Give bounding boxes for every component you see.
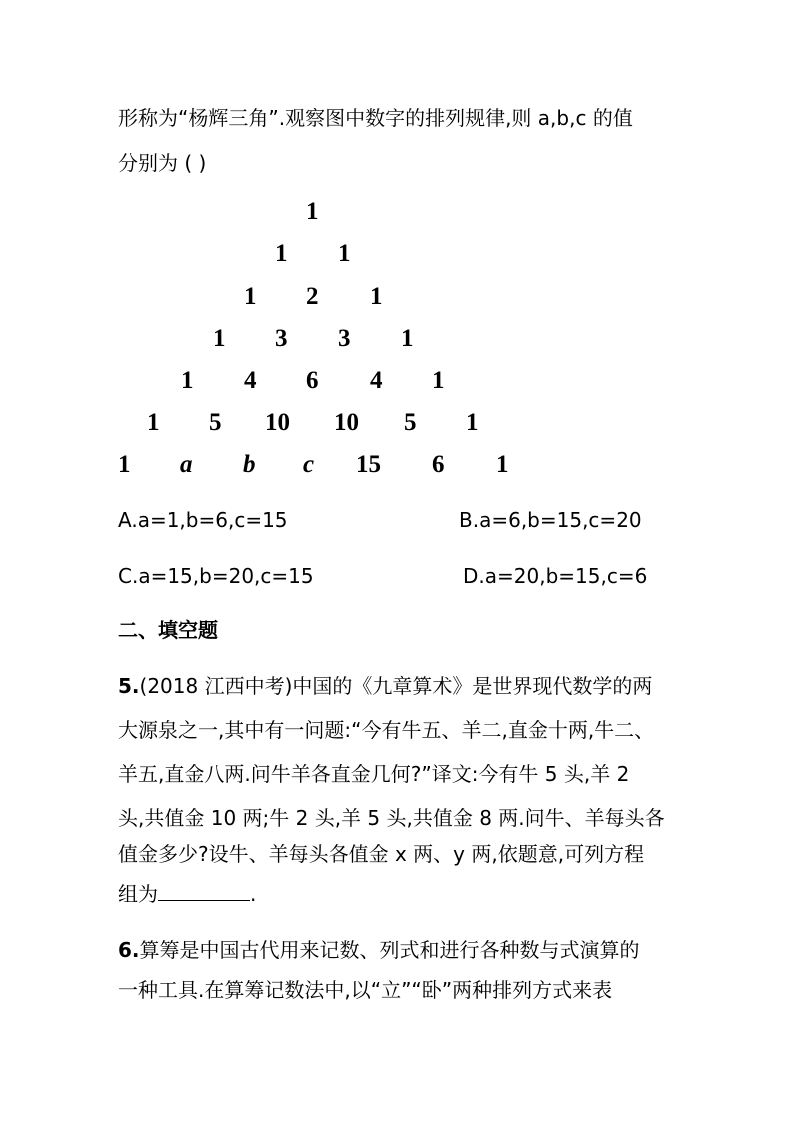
section-heading: 二、填空题 xyxy=(118,618,218,642)
question5-line5: 值金多少?设牛、羊每头各值金 x 两、y 两,依题意,可列方程 xyxy=(118,842,645,866)
triangle-cell: 1 xyxy=(401,325,414,352)
triangle-cell: 1 xyxy=(275,240,288,267)
triangle-cell: 1 xyxy=(181,367,194,394)
triangle-cell: 15 xyxy=(356,451,381,478)
question4-line2: 分别为 ( ) xyxy=(118,151,207,175)
option-b: B.a=6,b=15,c=20 xyxy=(459,508,642,532)
triangle-cell: 1 xyxy=(338,240,351,267)
question6-number: 6. xyxy=(118,938,140,962)
triangle-cell: 5 xyxy=(209,409,222,436)
triangle-cell: 4 xyxy=(370,367,383,394)
triangle-cell: 1 xyxy=(244,283,257,310)
triangle-cell: 1 xyxy=(306,198,319,225)
triangle-cell: 1 xyxy=(118,451,131,478)
question5-line2: 大源泉之一,其中有一问题:“今有牛五、羊二,直金十两,牛二、 xyxy=(118,718,655,742)
triangle-cell-a: a xyxy=(180,451,193,478)
triangle-cell: 10 xyxy=(334,409,359,436)
question5-number: 5. xyxy=(118,674,140,698)
question6-line1 xyxy=(118,938,640,962)
answer-blank[interactable] xyxy=(158,882,250,901)
triangle-cell: 1 xyxy=(213,325,226,352)
question5-line1 xyxy=(118,674,652,698)
triangle-cell: 1 xyxy=(496,451,509,478)
option-c: C.a=15,b=20,c=15 xyxy=(118,564,314,588)
question5-line3: 羊五,直金八两.问牛羊各直金几何?”译文:今有牛 5 头,羊 2 xyxy=(118,762,630,786)
question6-text: 算筹是中国古代用来记数、列式和进行各种数与式演算的 xyxy=(139,938,640,962)
triangle-cell: 6 xyxy=(306,367,319,394)
triangle-cell: 1 xyxy=(432,367,445,394)
question5-line6-prefix: 组为 xyxy=(118,882,158,906)
question5-text: (2018 江西中考)中国的《九章算术》是世界现代数学的两 xyxy=(139,674,653,698)
triangle-cell: 4 xyxy=(244,367,257,394)
triangle-cell: 3 xyxy=(275,325,288,352)
question5-line6-suffix: . xyxy=(250,882,257,906)
triangle-cell: 5 xyxy=(404,409,417,436)
option-d: D.a=20,b=15,c=6 xyxy=(463,564,648,588)
option-a: A.a=1,b=6,c=15 xyxy=(118,508,288,532)
triangle-cell-b: b xyxy=(243,451,256,478)
triangle-cell: 1 xyxy=(147,409,160,436)
triangle-cell: 1 xyxy=(370,283,383,310)
triangle-cell: 6 xyxy=(432,451,445,478)
question5-line6 xyxy=(118,882,256,906)
triangle-cell: 3 xyxy=(338,325,351,352)
question4-line1: 形称为“杨辉三角”.观察图中数字的排列规律,则 a,b,c 的值 xyxy=(118,106,633,130)
triangle-cell-c: c xyxy=(303,451,315,478)
triangle-cell: 1 xyxy=(466,409,479,436)
triangle-cell: 10 xyxy=(265,409,290,436)
triangle-cell: 2 xyxy=(306,283,319,310)
question5-line4: 头,共值金 10 两;牛 2 头,羊 5 头,共值金 8 两.问牛、羊每头各 xyxy=(118,806,665,830)
question6-line2: 一种工具.在算筹记数法中,以“立”“卧”两种排列方式来表 xyxy=(118,978,613,1002)
